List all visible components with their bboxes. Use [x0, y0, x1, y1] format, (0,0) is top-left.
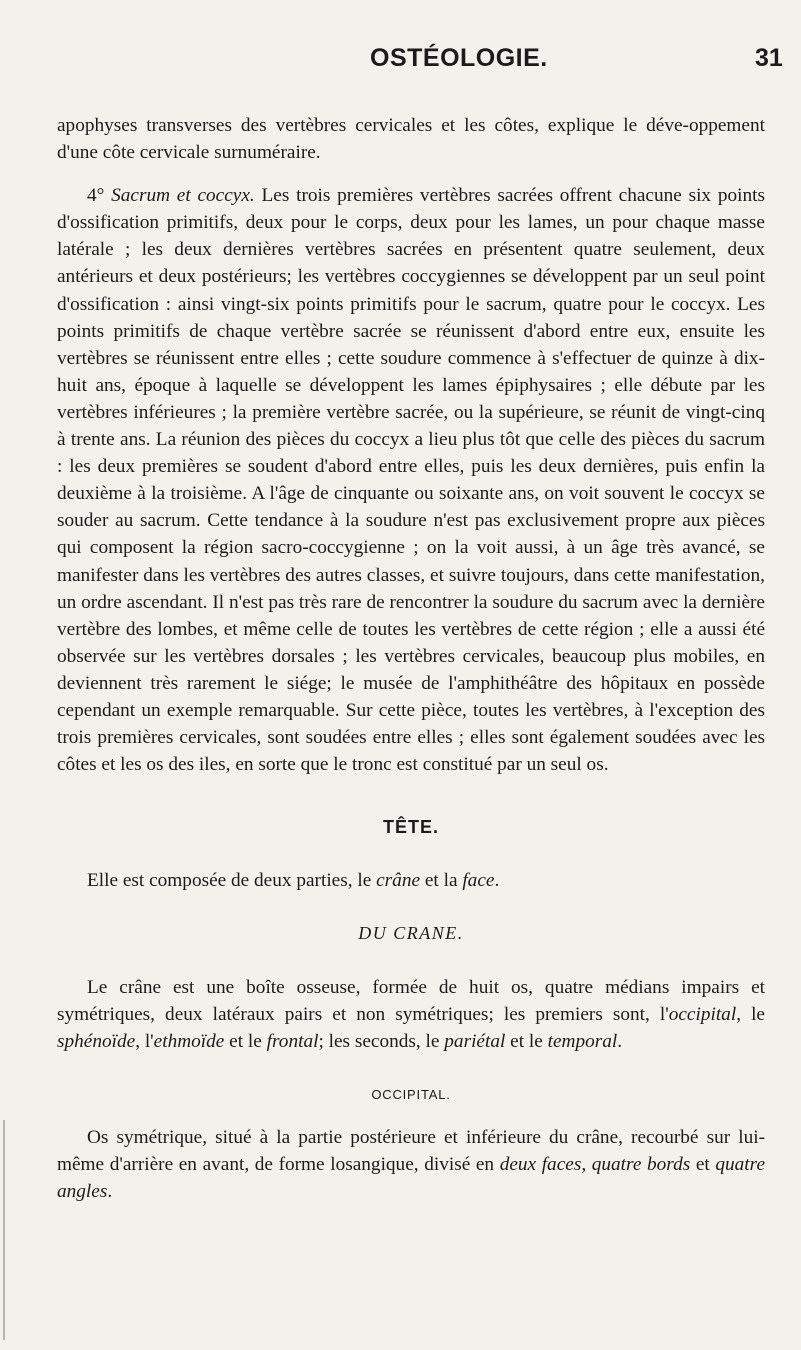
- crane-text: et le: [224, 1030, 267, 1052]
- tete-text: Elle est composée de deux parties, le: [87, 870, 377, 892]
- body-text: [57, 112, 765, 1205]
- tete-text: .: [494, 870, 500, 892]
- heading-du-crane: DU CRANE.: [358, 923, 464, 944]
- term-parietal: pariétal: [444, 1030, 506, 1052]
- page-header: [0, 44, 801, 84]
- occipital-text: .: [107, 1181, 113, 1203]
- term-sphenoide: sphénoïde: [57, 1030, 136, 1052]
- crane-text: et le: [505, 1030, 548, 1052]
- running-title: OSTÉOLOGIE.: [370, 44, 548, 72]
- section-title-sacrum: Sacrum et coccyx.: [111, 185, 255, 207]
- tete-text: et la: [420, 870, 463, 892]
- heading-tete: TÊTE.: [382, 817, 439, 838]
- term-occipital: occipital: [668, 1003, 737, 1025]
- sacrum-text: Les trois premières vertèbres sacrées offrent chacune six points d'ossification primitifs, deux pour le corps, deux pour les lames, un pour chaque masse latérale ; les deux dernières vertèbres sacrées en présentent quatre seulement, deux antérieurs et deux postérieurs; les vertèbres coccygiennes se développent par un seul point d'ossification : ainsi vingt-six points primitifs pour le sacrum, quatre pour le coccyx. Les points primitifs de chaque vertèbre sacrée se réunissent d'abord entre eux, ensuite les vertèbres se réunissent entre elles ; cette soudure commence à s'effectuer de quinze à dix-huit ans, époque à laquelle se développent les lames épiphysaires ; elle débute par les vertèbres inférieures ; la première vertèbre sacrée, ou la supérieure, se réunit de vingt-cinq à trente ans. La réunion des pièces du coccyx a lieu plus tôt que celle des pièces du sacrum : les deux premières se soudent d'abord entre elles, puis les deux dernières, puis enfin la deuxième à la troisième. A l'âge de cinquante ou soixante ans, on voit souvent le coccyx se souder au sacrum. Cette tendance à la soudure n'est pas exclusivement propre aux pièces qui composent la région sacro-coccygienne ; on la voit aussi, à un âge très avancé, se manifester dans les vertèbres des autres classes, et suivre toujours, dans cette manifestation, un ordre ascendant. Il n'est pas très rare de rencontrer la soudure du sacrum avec la dernière vertèbre des lombes, et même celle de toutes les vertèbres de cette région ; elle a aussi été observée sur les vertèbres dorsales ; les vertèbres cervicales, beaucoup plus mobiles, en deviennent très rarement le siége; le musée de l'amphithéâtre des hôpitaux en possède cependant un exemple remarquable. Sur cette pièce, toutes les vertèbres, à l'exception des trois premières cervicales, sont soudées entre elles ; elles sont également soudées avec les côtes et les os des iles, en sorte que le tronc est constitué par un seul os.: [57, 185, 765, 776]
- page-margin-edge: [3, 1120, 5, 1340]
- term-frontal: frontal: [266, 1030, 319, 1052]
- crane-text: .: [617, 1030, 623, 1052]
- paragraph-occipital: [57, 1124, 765, 1205]
- crane-text: ; les seconds, le: [318, 1030, 445, 1052]
- crane-text: , l': [135, 1030, 154, 1052]
- term-faces-bords: deux faces, quatre bords: [499, 1154, 691, 1175]
- heading-occipital: OCCIPITAL.: [371, 1086, 451, 1102]
- term-angles: quatre angles: [57, 1154, 765, 1203]
- paragraph-sacrum-coccyx: [57, 182, 765, 778]
- paragraph-tete: [57, 867, 765, 894]
- crane-text: Le crâne est une boîte osseuse, formée de huit os, quatre médians impairs et symétriques, deux latéraux pairs et non symétriques; les premiers sont, l': [57, 976, 765, 1025]
- page-number: 31: [755, 44, 783, 72]
- term-crane: crâne: [376, 870, 421, 892]
- paragraph-crane: [57, 974, 765, 1055]
- term-ethmoide: ethmoïde: [153, 1030, 225, 1052]
- paragraph-continuation: apophyses transverses des vertèbres cervicales et les côtes, explique le déve-oppement d'une côte cervicale surnuméraire.: [57, 115, 765, 164]
- term-temporal: temporal: [547, 1030, 618, 1052]
- term-face: face: [462, 870, 495, 892]
- crane-text: , le: [736, 1003, 765, 1025]
- section-number: 4°: [87, 185, 105, 207]
- occipital-text: et: [690, 1154, 716, 1175]
- occipital-text: Os symétrique, situé à la partie postérieure et inférieure du crâne, recourbé sur lui-même d'arrière en avant, de forme losangique, divisé en: [57, 1126, 765, 1175]
